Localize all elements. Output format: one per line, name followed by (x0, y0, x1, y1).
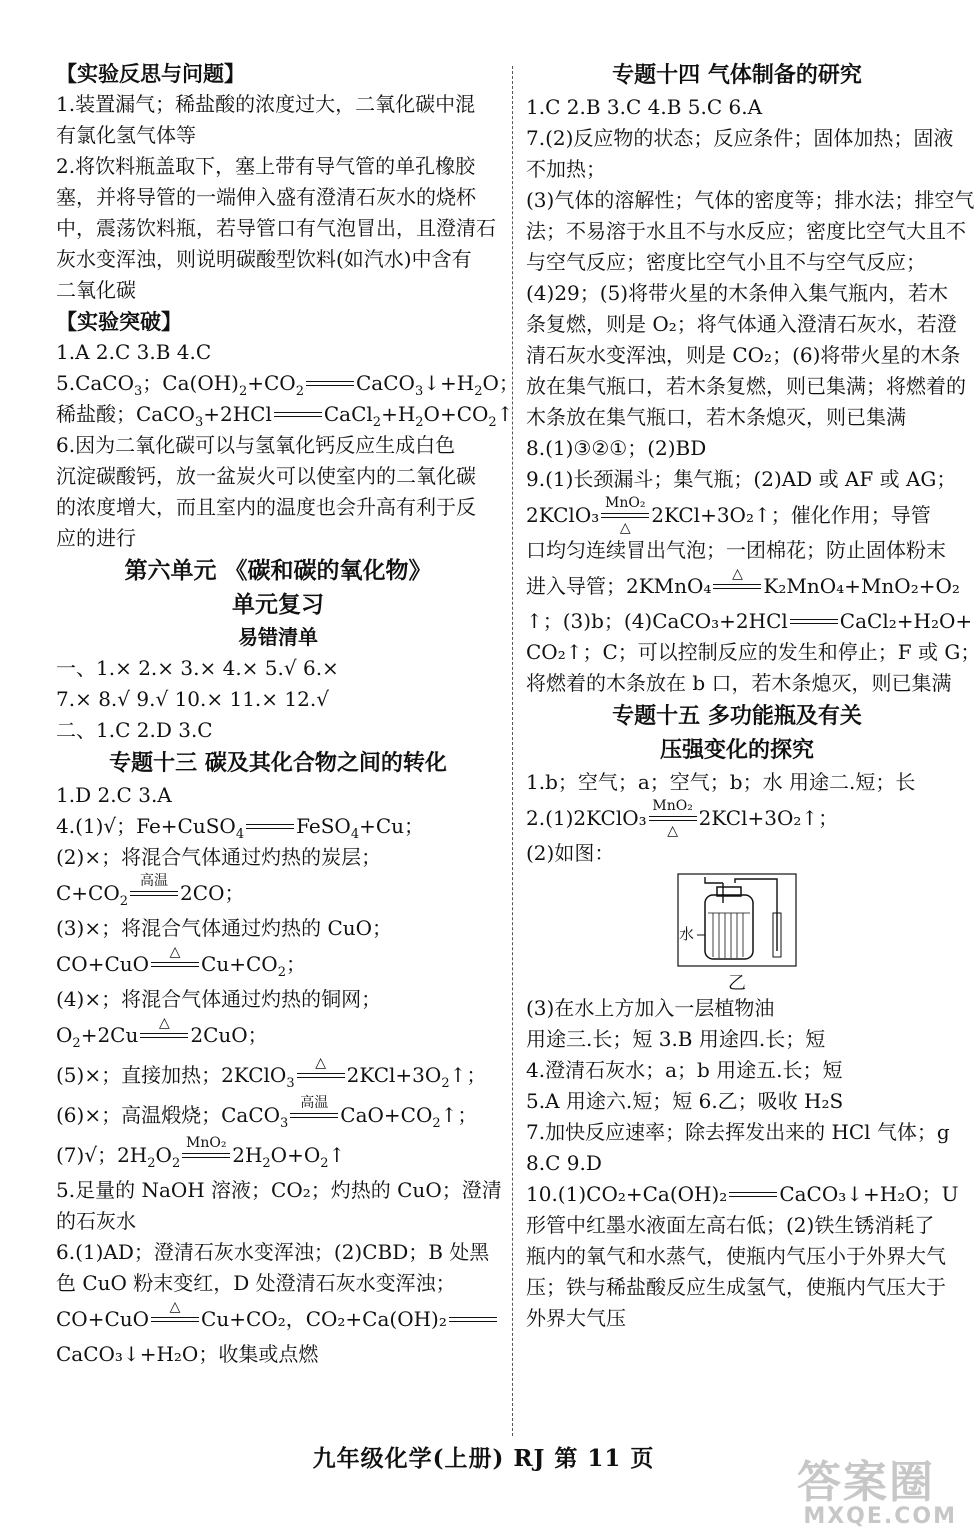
text-line: 与空气反应；密度比空气小且不与空气反应； (526, 250, 926, 274)
text-line: 的浓度增大，而且室内的温度也会升高有利于反 (56, 495, 476, 519)
text-line: 1.A 2.C 3.B 4.C (56, 340, 212, 364)
equals-sign (790, 618, 838, 628)
text-line: 二、1.C 2.D 3.C (56, 718, 213, 742)
equals-sign: △ (713, 583, 761, 593)
watermark-main: 答案圈 (797, 1457, 935, 1508)
column-divider (512, 66, 513, 1436)
equals-sign: 高温 (290, 1112, 338, 1122)
topic-13-title: 专题十三 碳及其化合物之间的转化 (109, 750, 447, 776)
topic-15-subtitle: 压强变化的探究 (659, 737, 814, 763)
equals-sign (449, 1316, 497, 1326)
equation-line: (6)×；高温煅烧；CaCO$_3$ 高温 $CaO+CO_2↑$； (56, 1094, 478, 1131)
equals-sign: △ (297, 1072, 345, 1082)
text-line: 不加热； (526, 157, 606, 181)
equals-sign: △ (140, 1032, 188, 1042)
text-line: 6.(1)AD；澄清石灰水变浑浊；(2)CBD；B 处黑 (56, 1240, 490, 1264)
text-line: 7.加快反应速率；除去挥发出来的 HCl 气体；g (526, 1120, 950, 1144)
equation-line: 10.(1)CO₂+Ca(OH)₂ CaCO₃↓+H₂O；U (526, 1182, 959, 1206)
text-line: 8.C 9.D (526, 1151, 602, 1175)
text-line: (3)气体的溶解性；气体的密度等；排水法；排空气 (526, 188, 975, 212)
text-line: 放在集气瓶口，若木条复燃，则已集满；将燃着的 (526, 374, 966, 398)
text-line: 色 CuO 粉末变红，D 处澄清石灰水变浑浊； (56, 1271, 456, 1295)
page-footer: 九年级化学(上册) RJ 第 11 页 (312, 1445, 655, 1472)
mistakes-title: 易错清单 (238, 625, 318, 649)
text-line: (4)29；(5)将带火星的木条伸入集气瓶内，若木 (526, 281, 949, 305)
text-line: 应的进行 (56, 526, 136, 550)
diagram-caption: 乙 (728, 973, 746, 994)
text-line: 压；铁与稀盐酸反应生成氢气，使瓶内气压大于 (526, 1275, 946, 1299)
equation-line: ↑；(3)b；(4)CaCO₃+2HCl CaCl₂+H₂O+ (526, 609, 973, 633)
topic-15-title: 专题十五 多功能瓶及有关 (612, 703, 862, 729)
text-line: 清石灰水变浑浊，则是 CO₂；(6)将带火星的木条 (526, 343, 961, 367)
text-line: 一、1.× 2.× 3.× 4.× 5.√ 6.× (56, 656, 339, 680)
equation-line: $O_2+2Cu$ △ 2CuO； (56, 1014, 268, 1051)
text-line: 将燃着的木条放在 b 口，若木条熄灭，则已集满 (526, 671, 952, 695)
text-line: 5.足量的 NaOH 溶液；CO₂；灼热的 CuO；澄清 (56, 1178, 502, 1202)
watermark-logo (797, 1457, 957, 1530)
text-line: (2)×；将混合气体通过灼热的炭层； (56, 845, 382, 869)
text-line: (3)×；将混合气体通过灼热的 CuO； (56, 916, 393, 940)
text-line: 1.C 2.B 3.C 4.B 5.C 6.A (526, 95, 763, 119)
text-line: (3)在水上方加入一层植物油 (526, 996, 775, 1020)
text-line: 7.× 8.√ 9.√ 10.× 11.× 12.√ (56, 687, 329, 711)
text-line: 条复燃，则是 O₂；将气体通入澄清石灰水，若澄 (526, 312, 957, 336)
text-line: 7.(2)反应物的状态；反应条件；固体加热；固液 (526, 126, 954, 150)
text-line: 8.(1)③②①；(2)BD (526, 436, 707, 460)
text-line: 2.将饮料瓶盖取下，塞上带有导气管的单孔橡胶 (56, 154, 476, 178)
text-line: 中，震荡饮料瓶，若导管口有气泡冒出，且澄清石 (56, 216, 496, 240)
equals-sign (306, 380, 354, 390)
equals-sign (274, 411, 322, 421)
equation-line: 4.(1)√；Fe+CuSO$_4$ FeSO$_4$+Cu； (56, 814, 425, 842)
text-line: 外界大气压 (526, 1306, 626, 1330)
water-label: 水 (679, 925, 695, 943)
text-line: 的石灰水 (56, 1209, 136, 1233)
equals-sign (246, 823, 294, 833)
text-line: (4)×；将混合气体通过灼热的铜网； (56, 987, 382, 1011)
equals-sign: MnO₂ (182, 1152, 230, 1162)
text-line: 形管中红墨水液面左高右低；(2)铁生锈消耗了 (526, 1213, 935, 1237)
text-line: 沉淀碳酸钙，放一盆炭火可以使室内的二氧化碳 (56, 464, 476, 488)
equation-line: 稀盐酸；CaCO$_3$+2HCl $CaCl_2+H_2O+CO_2↑$ (56, 402, 514, 430)
text-line: 1.b；空气；a；空气；b；水 用途二.短；长 (526, 770, 916, 794)
equals-sign: MnO₂ △ (649, 815, 697, 825)
text-line: 1.D 2.C 3.A (56, 783, 172, 807)
text-line: 塞，并将导管的一端伸入盛有澄清石灰水的烧杯 (56, 185, 476, 209)
breakthrough-heading: 【实验突破】 (56, 309, 182, 334)
text-line: 6.因为二氧化碳可以与氢氧化钙反应生成白色 (56, 433, 456, 457)
text-line: (2)如图： (526, 841, 615, 865)
left-column (56, 58, 519, 1370)
gas-bottle-drawing (677, 873, 797, 968)
text-line: 用途三.长；短 3.B 用途四.长；短 (526, 1027, 826, 1051)
unit-review-title: 单元复习 (232, 591, 324, 618)
equation-line: CO+CuO △ $Cu+CO_2$； (56, 943, 306, 980)
equation-line: CO+CuO △ Cu+CO₂，CO₂+Ca(OH)₂ (56, 1299, 500, 1339)
right-column (526, 58, 980, 1334)
equals-sign: △ (151, 1316, 199, 1326)
equals-sign: MnO₂ △ (601, 512, 649, 522)
equation-line: (5)×；直接加热；2KClO$_3$ △ $2KCl+3O_2↑$； (56, 1054, 487, 1091)
equation-line: 5.CaCO$_3$；$Ca(OH)_2+CO_2$ $CaCO_3↓+H_2O$； (56, 371, 519, 399)
text-line: 4.澄清石灰水；a；b 用途五.长；短 (526, 1058, 843, 1082)
text-line: 9.(1)长颈漏斗；集气瓶；(2)AD 或 AF 或 AG； (526, 467, 957, 491)
watermark-sub: MXQE.COM (803, 1504, 957, 1529)
equation-line: 进入导管；2KMnO₄ △ K₂MnO₄+MnO₂+O₂ (526, 565, 960, 598)
text-line: 5.A 用途六.短；短 6.乙；吸收 H₂S (526, 1089, 844, 1113)
text-line: 木条放在集气瓶口，若木条熄灭，则已集满 (526, 405, 906, 429)
equation-line: 2.(1)2KClO₃ MnO₂ △ 2KCl+3O₂↑； (526, 797, 839, 839)
text-line: 有氯化氢气体等 (56, 123, 196, 147)
text-line: CaCO₃↓+H₂O；收集或点燃 (56, 1342, 319, 1366)
equals-sign (729, 1191, 777, 1201)
equation-line: (7)√；$2H_2O_2$ MnO₂ $2H_2O+O_2↑$ (56, 1134, 346, 1171)
text-line: 口均匀连续冒出气泡；一团棉花；防止固体粉末 (526, 538, 946, 562)
equals-sign: 高温 (130, 890, 178, 900)
text-line: 1.装置漏气；稀盐酸的浓度过大，二氧化碳中混 (56, 92, 476, 116)
text-line: 灰水变浑浊，则说明碳酸型饮料(如汽水)中含有 (56, 247, 472, 271)
unit-title: 第六单元 《碳和碳的氧化物》 (124, 557, 432, 584)
gas-bottle-diagram (526, 873, 948, 993)
topic-14-title: 专题十四 气体制备的研究 (612, 62, 862, 88)
text-line: CO₂↑；C；可以控制反应的发生和停止；F 或 G； (526, 640, 980, 664)
text-line: 法；不易溶于水且不与水反应；密度比空气大且不 (526, 219, 966, 243)
text-line: 二氧化碳 (56, 278, 136, 302)
reflect-heading: 【实验反思与问题】 (56, 61, 245, 86)
equation-line: $C+CO_2$ 高温 2CO； (56, 872, 245, 909)
text-line: 瓶内的氧气和水蒸气，使瓶内气压小于外界大气 (526, 1244, 946, 1268)
equation-line: 2KClO₃ MnO₂ △ 2KCl+3O₂↑；催化作用；导管 (526, 494, 931, 536)
equals-sign: △ (151, 961, 199, 971)
